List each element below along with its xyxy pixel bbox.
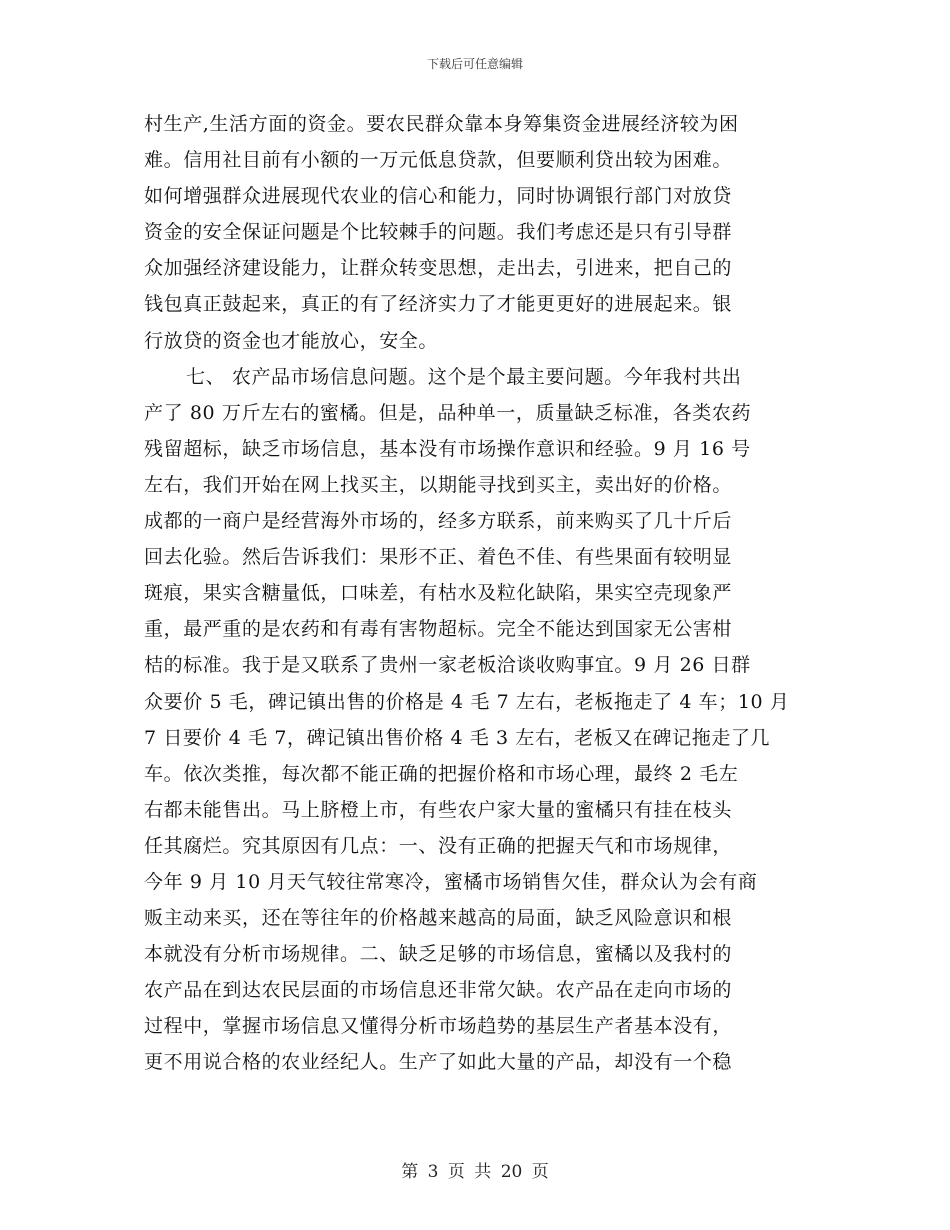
text-line: 众加强经济建设能力，让群众转变思想，走出去，引进来，把自己的: [144, 257, 733, 280]
text-line: 桔的标准。我于是又联系了贵州一家老板洽谈收购事宜。9 月 26 日群: [144, 654, 751, 677]
text-line: 回去化验。然后告诉我们：果形不正、着色不佳、有些果面有较明显: [144, 546, 733, 569]
text-line: 难。信用社目前有小额的一万元低息贷款，但要顺利贷出较为困难。: [144, 149, 733, 172]
text-line: 重，最严重的是农药和有毒有害物超标。完全不能达到国家无公害柑: [144, 618, 733, 641]
text-line: 如何增强群众进展现代农业的信心和能力，同时协调银行部门对放贷: [144, 185, 733, 208]
text-line: 产了 80 万斤左右的蜜橘。但是，品种单一，质量缺乏标准，各类农药: [144, 401, 752, 424]
text-line: 左右，我们开始在网上找买主，以期能寻找到买主，卖出好的价格。: [144, 473, 733, 496]
text-line: 本就没有分析市场规律。二、缺乏足够的市场信息，蜜橘以及我村的: [144, 943, 733, 966]
text-line: 斑痕，果实含糖量低，口味差，有枯水及粒化缺陷，果实空壳现象严: [144, 582, 733, 605]
text-line: 贩主动来买，还在等往年的价格越来越高的局面，缺乏风险意识和根: [144, 907, 733, 930]
text-line: 行放贷的资金也才能放心，安全。: [144, 329, 439, 352]
text-line: 农产品在到达农民层面的市场信息还非常欠缺。农产品在走向市场的: [144, 979, 733, 1002]
text-line: 更不用说合格的农业经纪人。生产了如此大量的产品，却没有一个稳: [144, 1051, 733, 1074]
body-text: [144, 106, 804, 1081]
text-line: 7 日要价 4 毛 7，碑记镇出售价格 4 毛 3 左右，老板又在碑记拖走了几: [144, 726, 771, 749]
text-line: 任其腐烂。究其原因有几点：一、没有正确的把握天气和市场规律，: [144, 834, 733, 857]
text-line: 车。依次类推，每次都不能正确的把握价格和市场心理，最终 2 毛左: [144, 762, 739, 785]
text-line: 成都的一商户是经营海外市场的，经多方联系，前来购买了几十斤后: [144, 510, 733, 533]
text-line: 残留超标，缺乏市场信息，基本没有市场操作意识和经验。9 月 16 号: [144, 437, 751, 460]
text-line: 资金的安全保证问题是个比较棘手的问题。我们考虑还是只有引导群: [144, 221, 733, 244]
text-line: 众要价 5 毛，碑记镇出售的价格是 4 毛 7 左右，老板拖走了 4 车；10 月: [144, 690, 790, 713]
page-footer: 第 3 页 共 20 页: [401, 1162, 549, 1182]
text-line: 今年 9 月 10 月天气较往常寒冷，蜜橘市场销售欠佳，群众认为会有商: [144, 870, 758, 893]
text-line: 钱包真正鼓起来，真正的有了经济实力了才能更更好的进展起来。银: [144, 293, 733, 316]
text-line: 过程中，掌握市场信息又懂得分析市场趋势的基层生产者基本没有，: [144, 1015, 733, 1038]
text-line: 村生产,生活方面的资金。要农民群众靠本身筹集资金进展经济较为困: [144, 113, 739, 135]
section-heading-line: 七、 农产品市场信息问题。这个是个最主要问题。今年我村共出: [186, 365, 742, 388]
page-header: 下载后可任意编辑: [426, 57, 523, 71]
text-line: 右都未能售出。马上脐橙上市，有些农户家大量的蜜橘只有挂在枝头: [144, 798, 733, 821]
